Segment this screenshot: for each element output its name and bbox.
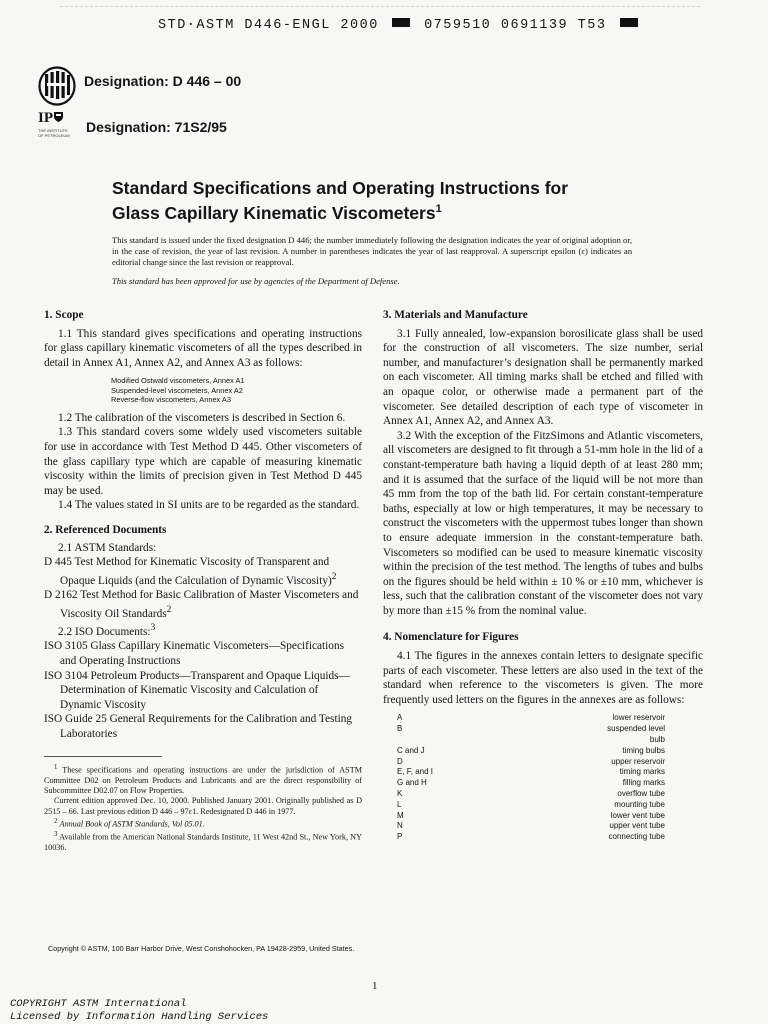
footnote-1-edition: Current edition approved Dec. 10, 2000. Published January 2001. Originally published as D 2515 – 66. Last previous edition D 446 – 97ε1. Redesignated D 446 in 1977.: [44, 796, 362, 816]
ip-logo-text: IP: [38, 110, 53, 126]
ip-designation: Designation: 71S2/95: [86, 119, 227, 135]
section-heading-scope: 1. Scope: [44, 309, 84, 321]
ip-logo: [38, 111, 82, 138]
nomenclature-letter: P: [397, 832, 403, 842]
page-number: 1: [372, 980, 378, 992]
nomenclature-row: [397, 789, 665, 800]
header-block-mark: [392, 18, 410, 27]
paragraph-4-1: 4.1 The figures in the annexes contain letters to designate specific parts of each viscometer. These letters are also used in the text of the standard when reference to the viscometers is given. The more frequently used letters on the figures in the annexes are as follows:: [383, 650, 703, 706]
paragraph-1-2: 1.2 The calibration of the viscometers is described in Section 6.: [58, 411, 346, 424]
title-footnote-mark: 1: [435, 203, 442, 215]
title-line-1: Standard Specifications and Operating Instructions for: [112, 178, 569, 198]
footnote-3: $^3$ Available from the American National Standards Institute, 11 West 42nd St., New York, NY 10036.: [44, 830, 362, 852]
footnote-text: Available from the American National Standards Institute, 11 West 42nd St., New York, NY 10036.: [44, 832, 362, 852]
ip-tagline-line: OF PETROLEUM: [38, 132, 70, 138]
reference-iso3104: ISO 3104 Petroleum Products—Transparent and Opaque Liquids—Determination of Kinematic Viscosity and Calculation of Dynamic Viscosity: [44, 669, 350, 711]
nomenclature-part: lower vent tube: [610, 810, 665, 820]
paragraph-1-4: 1.4 The values stated in SI units are to be regarded as the standard.: [58, 499, 360, 512]
paragraph-3-1: 3.1 Fully annealed, low-expansion borosilicate glass shall be used for the construction of all viscometers. The size number, serial number, and manufacturer’s designation shall be permanently marked on each viscometer. All timing marks shall be etched and filled with an opaque color, or otherwise made a permanent part of the viscometer. See detailed description of each type of viscometer in Annex A1, Annex A2, and Annex A3.: [383, 327, 703, 428]
header-block-mark: [620, 18, 638, 27]
reference-text: D 2162 Test Method for Basic Calibration of Master Viscometers and Viscosity Oil Standards: [44, 589, 359, 620]
footnote-mark: 2: [331, 571, 337, 582]
footnote-text: These specifications and operating instructions are under the jurisdiction of ASTM Committee D02 on Petroleum Products and Lubricants and are the direct responsibility of Subcommittee D02.07 on Flow Properties.: [44, 765, 362, 795]
reference-iso3105: ISO 3105 Glass Capillary Kinematic Viscometers—Specifications and Operating Instructions: [44, 640, 344, 668]
nomenclature-letter: K: [397, 789, 403, 799]
nomenclature-row: [397, 746, 665, 757]
nomenclature-row: [397, 767, 665, 778]
nomenclature-row: [397, 757, 665, 768]
right-column: [383, 308, 703, 843]
footnote-1: $^1$ These specifications and operating instructions are under the jurisdiction of ASTM Committee D02 on Petroleum Products and Lubricants and are the direct responsibility of Subcommittee D02.07 on Flow Properties.: [44, 763, 362, 795]
ip-shield-icon: [54, 112, 63, 122]
nomenclature-part: timing marks: [619, 767, 665, 777]
header-code-part-2: 0759510 0691139 T53: [424, 18, 607, 33]
footnote-mark: 3: [150, 623, 156, 634]
nomenclature-letter: D: [397, 756, 403, 766]
nomenclature-letter: C and J: [397, 745, 425, 755]
nomenclature-part: suspended level: [607, 724, 665, 734]
nomenclature-row: [397, 778, 665, 789]
left-column: [44, 308, 362, 853]
nomenclature-part: timing bulbs: [622, 745, 665, 755]
nomenclature-row: [397, 713, 665, 724]
nomenclature-letter: A: [397, 713, 403, 723]
astm-logo-icon: [38, 66, 76, 106]
document-header-code: [158, 18, 642, 33]
paragraph-3-2: 3.2 With the exception of the FitzSimons and Atlantic viscometers, all viscometers are designed to fit through a 51-mm hole in the lid of a constant-temperature bath having a liquid depth of at least 280 mm; and it is assumed that the surface of the liquid will be not more than 45 mm from the top of the bath lid. For certain constant-temperature baths, especially at low or high temperatures, it may be necessary to construct the viscometers with the uppermost tubes longer than shown to ensure adequate immersion in the constant-temperature bath. Viscometers so modified can be used to measure kinematic viscosity within the precision of the test method. The lengths of tubes and bulbs on the figures should be held within ± 10 % or ±10 mm, whichever is less, such that the calibration constant of the viscometer does not vary by more than ±15 % from the nominal value.: [383, 429, 703, 617]
list-item: Reverse-flow viscometers, Annex A3: [111, 395, 231, 405]
footnote-2: $^2$ Annual Book of ASTM Standards, Vol 05.01.: [54, 817, 205, 829]
nomenclature-row: [397, 811, 665, 822]
ip-tagline-line: THE INSTITUTE: [38, 128, 68, 133]
nomenclature-row: [397, 821, 665, 832]
copyright-line: Copyright © ASTM, 100 Barr Harbor Drive, West Conshohocken, PA 19428-2959, United States.: [48, 944, 355, 953]
nomenclature-letter: B: [397, 724, 403, 734]
nomenclature-row: [397, 832, 665, 843]
section-heading-referenced-documents: 2. Referenced Documents: [44, 524, 167, 537]
header-code-part-1: STD·ASTM D446-ENGL 2000: [158, 18, 379, 33]
nomenclature-letter: E, F, and I: [397, 767, 434, 777]
section-heading-nomenclature: 4. Nomenclature for Figures: [383, 631, 519, 644]
reference-iso-guide-25: ISO Guide 25 General Requirements for the Calibration and Testing Laboratories: [44, 713, 353, 741]
nomenclature-letter: N: [397, 821, 403, 831]
paragraph-text: 2.2 ISO Documents:: [58, 625, 151, 638]
scan-dash-line: [60, 6, 700, 7]
section-heading-materials: 3. Materials and Manufacture: [383, 309, 528, 321]
reference-d445: [44, 555, 362, 588]
footnote-text: Annual Book of ASTM Standards, Vol 05.01.: [59, 819, 205, 829]
ip-tagline: [38, 129, 82, 138]
list-item: Suspended-level viscometers, Annex A2: [111, 385, 243, 395]
paragraph-1-3: 1.3 This standard covers some widely used viscometers suitable for use in accordance with Test Method D 445. Other viscometers of the glass capillary type which are capable of measuring kinematic viscosity within the limits of precision given in Test Method D 445 may be used.: [44, 426, 362, 497]
nomenclature-part: connecting tube: [608, 832, 665, 842]
paragraph-2-2: [44, 621, 362, 639]
nomenclature-row: [397, 724, 665, 735]
viscometer-type-list: [111, 376, 362, 405]
nomenclature-letter: L: [397, 799, 402, 809]
nomenclature-part: lower reservoir: [612, 713, 665, 723]
footnotes: [44, 763, 362, 854]
nomenclature-part: upper reservoir: [611, 756, 665, 766]
license-line-1: COPYRIGHT ASTM International: [10, 998, 187, 1010]
nomenclature-part: overflow tube: [617, 789, 665, 799]
title-line-2: Glass Capillary Kinematic Viscometers: [112, 202, 436, 223]
nomenclature-letter: M: [397, 810, 404, 820]
astm-designation: Designation: D 446 – 00: [84, 73, 242, 89]
paragraph-2-1: 2.1 ASTM Standards:: [58, 541, 157, 554]
nomenclature-part: upper vent tube: [609, 821, 665, 831]
list-item: Modified Ostwald viscometers, Annex A1: [111, 376, 245, 386]
reference-text: D 445 Test Method for Kinematic Viscosity of Transparent and Opaque Liquids (and the Calculation of Dynamic Viscosity): [44, 556, 332, 587]
nomenclature-part: filling marks: [622, 778, 665, 788]
reference-d2162: [44, 588, 362, 621]
nomenclature-row: [397, 800, 665, 811]
nomenclature-part: bulb: [649, 735, 665, 745]
paragraph-1-1: 1.1 This standard gives specifications and operating instructions for glass capillary kinematic viscometers of all the types described in detail in Annex A1, Annex A2, and Annex A3 as follows:: [44, 327, 362, 369]
nomenclature-letter: G and H: [397, 778, 427, 788]
nomenclature-part: mounting tube: [614, 799, 665, 809]
license-line-2: Licensed by Information Handling Services: [10, 1010, 269, 1023]
license-notice: [10, 998, 268, 1023]
nomenclature-table: [397, 713, 665, 843]
footnote-mark: 2: [166, 604, 172, 615]
nomenclature-row: [397, 735, 665, 746]
dod-approval-note: This standard has been approved for use by agencies of the Department of Defense.: [112, 276, 400, 286]
page-title: [112, 178, 632, 224]
footnote-separator: [44, 756, 162, 757]
issuance-notice: This standard is issued under the fixed designation D 446; the number immediately following the designation indicates the year of original adoption or, in the case of revision, the year of last revision. A number in parentheses indicates the year of last reapproval. A superscript epsilon (ε) indicates an editorial change since the last revision or reapproval.: [112, 235, 632, 267]
